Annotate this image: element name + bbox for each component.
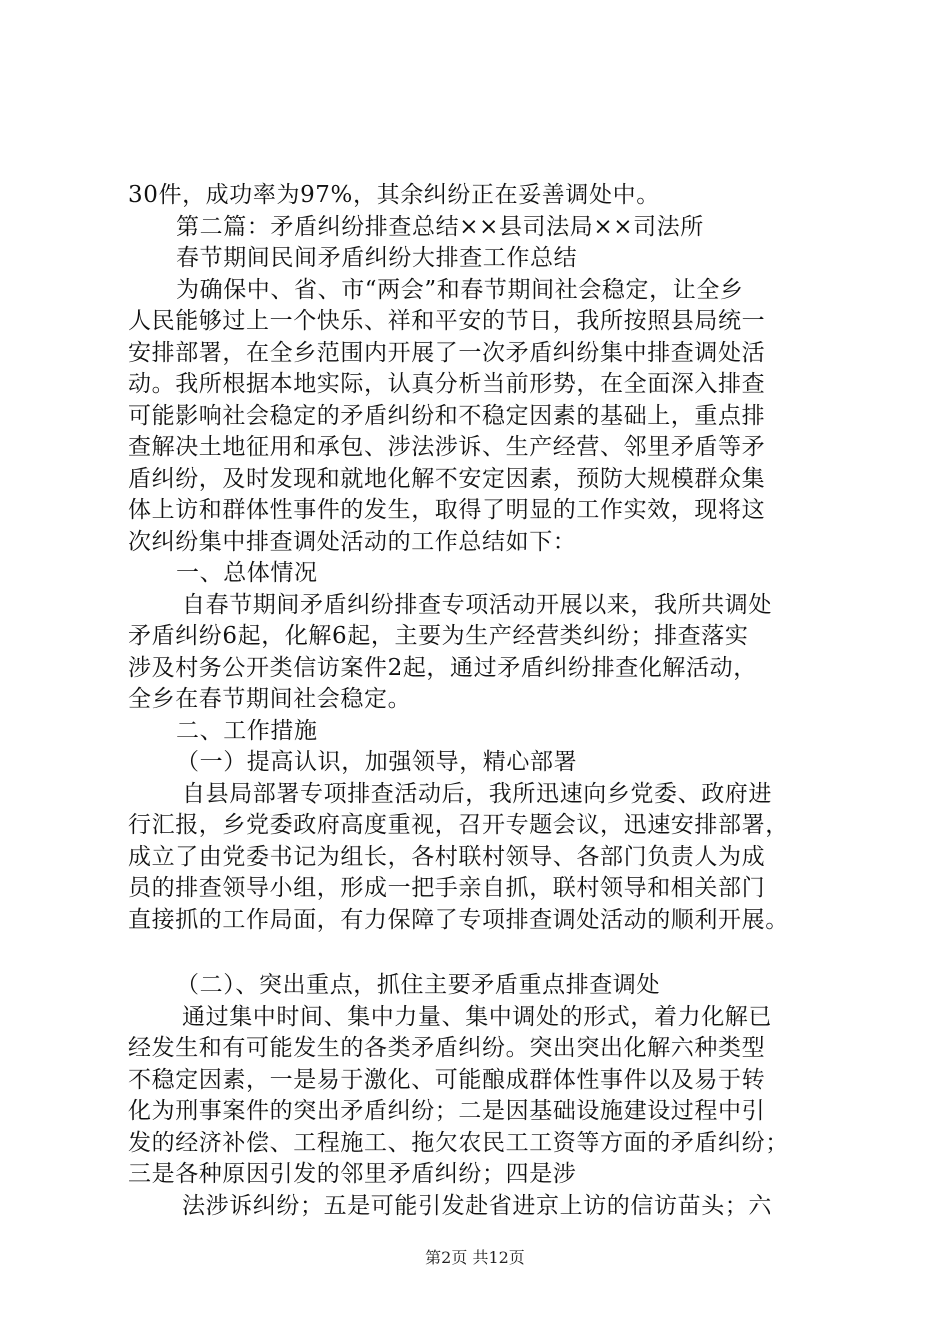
text-line: 员的排查领导小组，形成一把手亲自抓，联村领导和相关部门 (128, 875, 766, 901)
text-line: 涉及村务公开类信访案件2起，通过矛盾纠纷排查化解活动， (128, 654, 757, 681)
page-number-footer: 第2页 共12页 (425, 1248, 525, 1267)
text-line: 自县局部署专项排查活动后，我所迅速向乡党委、政府进 (182, 780, 772, 807)
text-line: 自春节期间矛盾纠纷排查专项活动开展以来，我所共调处 (182, 591, 772, 618)
text-line: 30件，成功率为97%，其余纠纷正在妥善调处中。 (128, 182, 660, 208)
text-line: 通过集中时间、集中力量、集中调处的形式，着力化解已 (182, 1003, 772, 1030)
text-line: 直接抓的工作局面，有力保障了专项排查调处活动的顺利开展。 (128, 906, 789, 933)
heading-measures: 二、工作措施 (176, 717, 318, 744)
text-line: 次纠纷集中排查调处活动的工作总结如下： (128, 528, 577, 555)
subheading-leadership: （一）提高认识，加强领导，精心部署 (176, 749, 578, 775)
text-line: 查解决土地征用和承包、涉法涉诉、生产经营、邻里矛盾等矛 (128, 434, 766, 460)
text-line: 三是各种原因引发的邻里矛盾纠纷；四是涉 (128, 1161, 577, 1187)
text-line: 全乡在春节期间社会稳定。 (128, 686, 412, 712)
text-line: 为确保中、省、市“两会”和春节期间社会稳定，让全乡 (176, 276, 744, 303)
section-title: 第二篇：矛盾纠纷排查总结××县司法局××司法所 (176, 213, 704, 240)
text-line: 动。我所根据本地实际，认真分析当前形势，在全面深入排查 (128, 371, 766, 397)
text-line: 发的经济补偿、工程施工、拖欠农民工工资等方面的矛盾纠纷； (128, 1129, 789, 1156)
text-line: 法涉诉纠纷；五是可能引发赴省进京上访的信访苗头；六 (182, 1192, 772, 1219)
text-line: 可能影响社会稳定的矛盾纠纷和不稳定因素的基础上，重点排 (128, 402, 766, 429)
section-subtitle: 春节期间民间矛盾纠纷大排查工作总结 (176, 245, 578, 271)
text-line: 经发生和有可能发生的各类矛盾纠纷。突出突出化解六种类型 (128, 1035, 766, 1061)
text-line: 盾纠纷，及时发现和就地化解不安定因素，预防大规模群众集 (128, 465, 766, 492)
document-body (128, 180, 850, 1222)
text-line: 安排部署，在全乡范围内开展了一次矛盾纠纷集中排查调处活 (128, 339, 766, 366)
text-line: 人民能够过上一个快乐、祥和平安的节日，我所按照县局统一 (128, 308, 766, 334)
paragraph-gap (128, 936, 850, 970)
subheading-priorities: （二）、突出重点，抓住主要矛盾重点排查调处 (176, 972, 661, 998)
text-line: 矛盾纠纷6起，化解6起，主要为生产经营类纠纷；排查落实 (128, 623, 749, 649)
heading-overview: 一、总体情况 (176, 560, 318, 586)
text-line: 体上访和群体性事件的发生，取得了明显的工作实效，现将这 (128, 497, 766, 523)
text-line: 不稳定因素，一是易于激化、可能酿成群体性事件以及易于转 (128, 1066, 766, 1093)
text-line: 化为刑事案件的突出矛盾纠纷；二是因基础设施建设过程中引 (128, 1098, 766, 1124)
text-line: 行汇报，乡党委政府高度重视，召开专题会议，迅速安排部署， (128, 812, 789, 838)
text-line: 成立了由党委书记为组长，各村联村领导、各部门负责人为成 (128, 843, 766, 870)
